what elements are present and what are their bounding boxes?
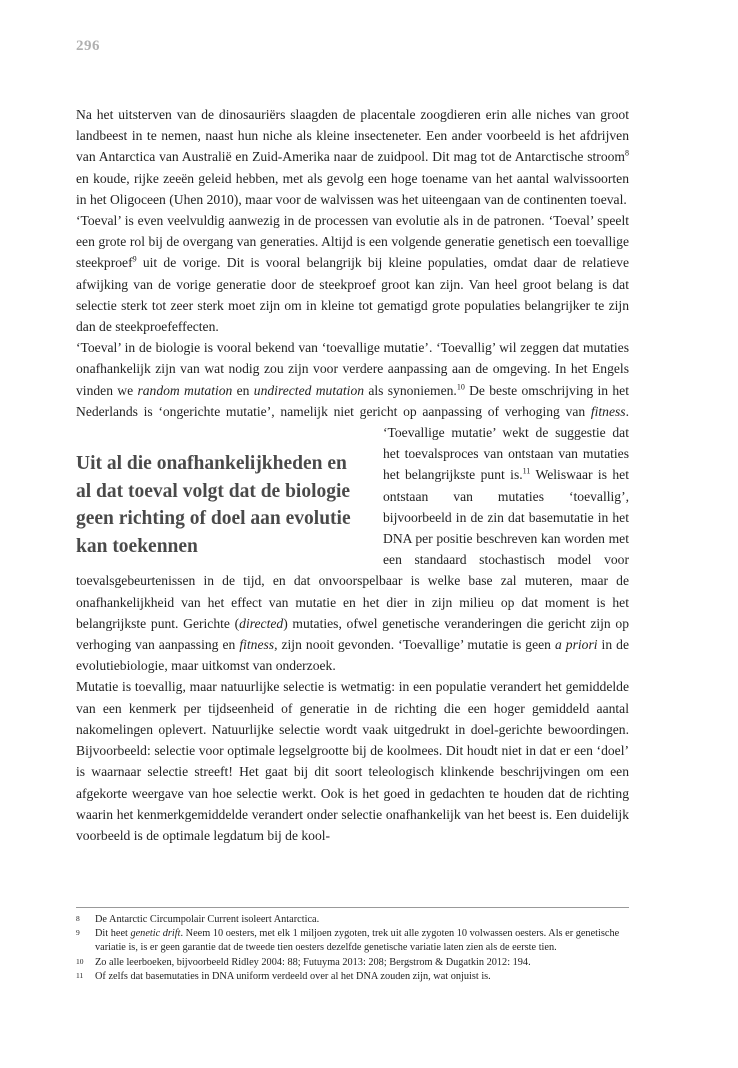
- paragraph-1: Na het uitsterven van de dinosauriërs slaagden de placentale zoogdieren erin alle niches van groot landbeest in te nemen, naast hun niche als kleine insecteneter. Een ander voorbeeld is het afdrijven van Antarctica van Australië en Zuid-Amerika naar de zuidpool. Dit mag tot de Antarctische stroom$^8$ en koude, rijke zeeën geleid hebben, met als gevolg een hoge toename van het aantal walvissoorten in het Oligoceen (Uhen 2010), maar voor de walvissen was het uiteengaan van de continenten toeval.: [76, 107, 629, 207]
- main-text: [76, 104, 629, 846]
- paragraph-3: ‘Toeval’ in de biologie is vooral bekend van ‘toevallige mutatie’. ‘Toevallig’ wil zeggen dat mutaties onafhankelijk zijn van wat nodig zou zijn voor verdere aanpassing aan de omgeving. In het Engels vinden we random mutation en undirected mutation als synoniemen.$^{10}$ De beste omschrijving in het Nederlands is ‘ongerichte mutatie’, namelijk niet gericht op aanpassing of verhoging van Uit al die onafhankelijkheden en al dat toeval volgt dat de biologie geen richting of doel aan evolutie kan toekennen fitness. ‘Toevallige mutatie’ wekt de suggestie dat het toevalsproces van ontstaan van mutaties het belangrijkste punt is.$^{11}$ Weliswaar is het ontstaan van mutaties ‘toevallig’, bijvoorbeeld in de zin dat basemutatie in het DNA per positie beschreven kan worden met een standaard stochastisch model voor toevalsgebeurtenissen in de tijd, en dat onvoorspelbaar is welke base zal muteren, maar de onafhankelijkheid van het effect van mutatie en het dier in zijn milieu op dat moment is het belangrijkste punt. Gerichte (directed) mutaties, ofwel genetische veranderingen die gericht zijn op verhoging van aanpassing en fitness, zijn nooit gevonden. ‘Toevallige’ mutatie is geen a priori in de evolutiebiologie, maar uitkomst van onderzoek.: [76, 340, 629, 674]
- footnote-divider: [76, 907, 629, 908]
- paragraph-2: ‘Toeval’ is even veelvuldig aanwezig in de processen van evolutie als in de patronen. ‘Toeval’ speelt een grote rol bij de overgang van generaties. Altijd is een volgende generatie genetisch een toevallige steekproef$^9$ uit de vorige. Dit is vooral belangrijk bij kleine populaties, omdat daar de relatieve afwijking van de vorige generatie door de steekproef groot kan zijn. Van heel groot belang is dat selectie sterk tot zeer sterk moet zijn om in kleine tot gematigd grote populaties belangrijker te zijn dan de steekproefeffecten.: [76, 213, 629, 335]
- footnote-11: 11 Of zelfs dat basemutaties in DNA uniform verdeeld over al het DNA zouden zijn, wat onjuist is.: [76, 970, 491, 982]
- footnote-8: 8 De Antarctic Circumpolair Current isoleert Antarctica.: [76, 914, 320, 925]
- pull-quote: Uit al die onafhankelijkheden en al dat toeval volgt dat de biologie geen richting of doel aan evolutie kan toekennen: [76, 453, 351, 557]
- footnote-ref-11[interactable]: 11: [522, 466, 531, 476]
- footnote-ref-10[interactable]: 10: [456, 382, 465, 392]
- footnotes: [76, 913, 629, 984]
- paragraph-4: Mutatie is toevallig, maar natuurlijke selectie is wetmatig: in een populatie verandert het gemiddelde van een kenmerk per tijdseenheid of generatie in de richting die een hoger gemiddeld aantal nakomelingen oplevert. Natuurlijke selectie wordt vaak uitgedrukt in doel-gerichte bewoordingen. Bijvoorbeeld: selectie voor optimale legselgrootte bij de koolmees. Dit houdt niet in dat er een ‘doel’ is waarnaar selectie streeft! Het gaat bij dit soort teleologisch klinkende beschrijvingen om een afgekorte weergave van hoe selectie werkt. Ook is het goed in gedachten te houden dat de richting waarin het kenmerkgemiddelde verandert onder selectie onafhankelijk van het beest is. Een duidelijk voorbeeld is de optimale legdatum bij de kool-: [76, 679, 629, 843]
- page-number: 296: [76, 38, 100, 54]
- footnote-ref-9[interactable]: 9: [132, 254, 137, 264]
- footnote-10: 10 Zo alle leerboeken, bijvoorbeeld Ridley 2004: 88; Futuyma 2013: 208; Bergstrom & Dugatkin 2012: 194.: [76, 956, 531, 968]
- footnote-9: 9 Dit heet genetic drift. Neem 10 oesters, met elk 1 miljoen zygoten, trek uit alle zygoten 10 volwassen oesters. Als er genetische variatie is, is er geen garantie dat de tweede tien oesters dezelfde genetische variatie laten zien als de eerste tien.: [76, 928, 620, 954]
- footnote-ref-8[interactable]: 8: [625, 148, 629, 158]
